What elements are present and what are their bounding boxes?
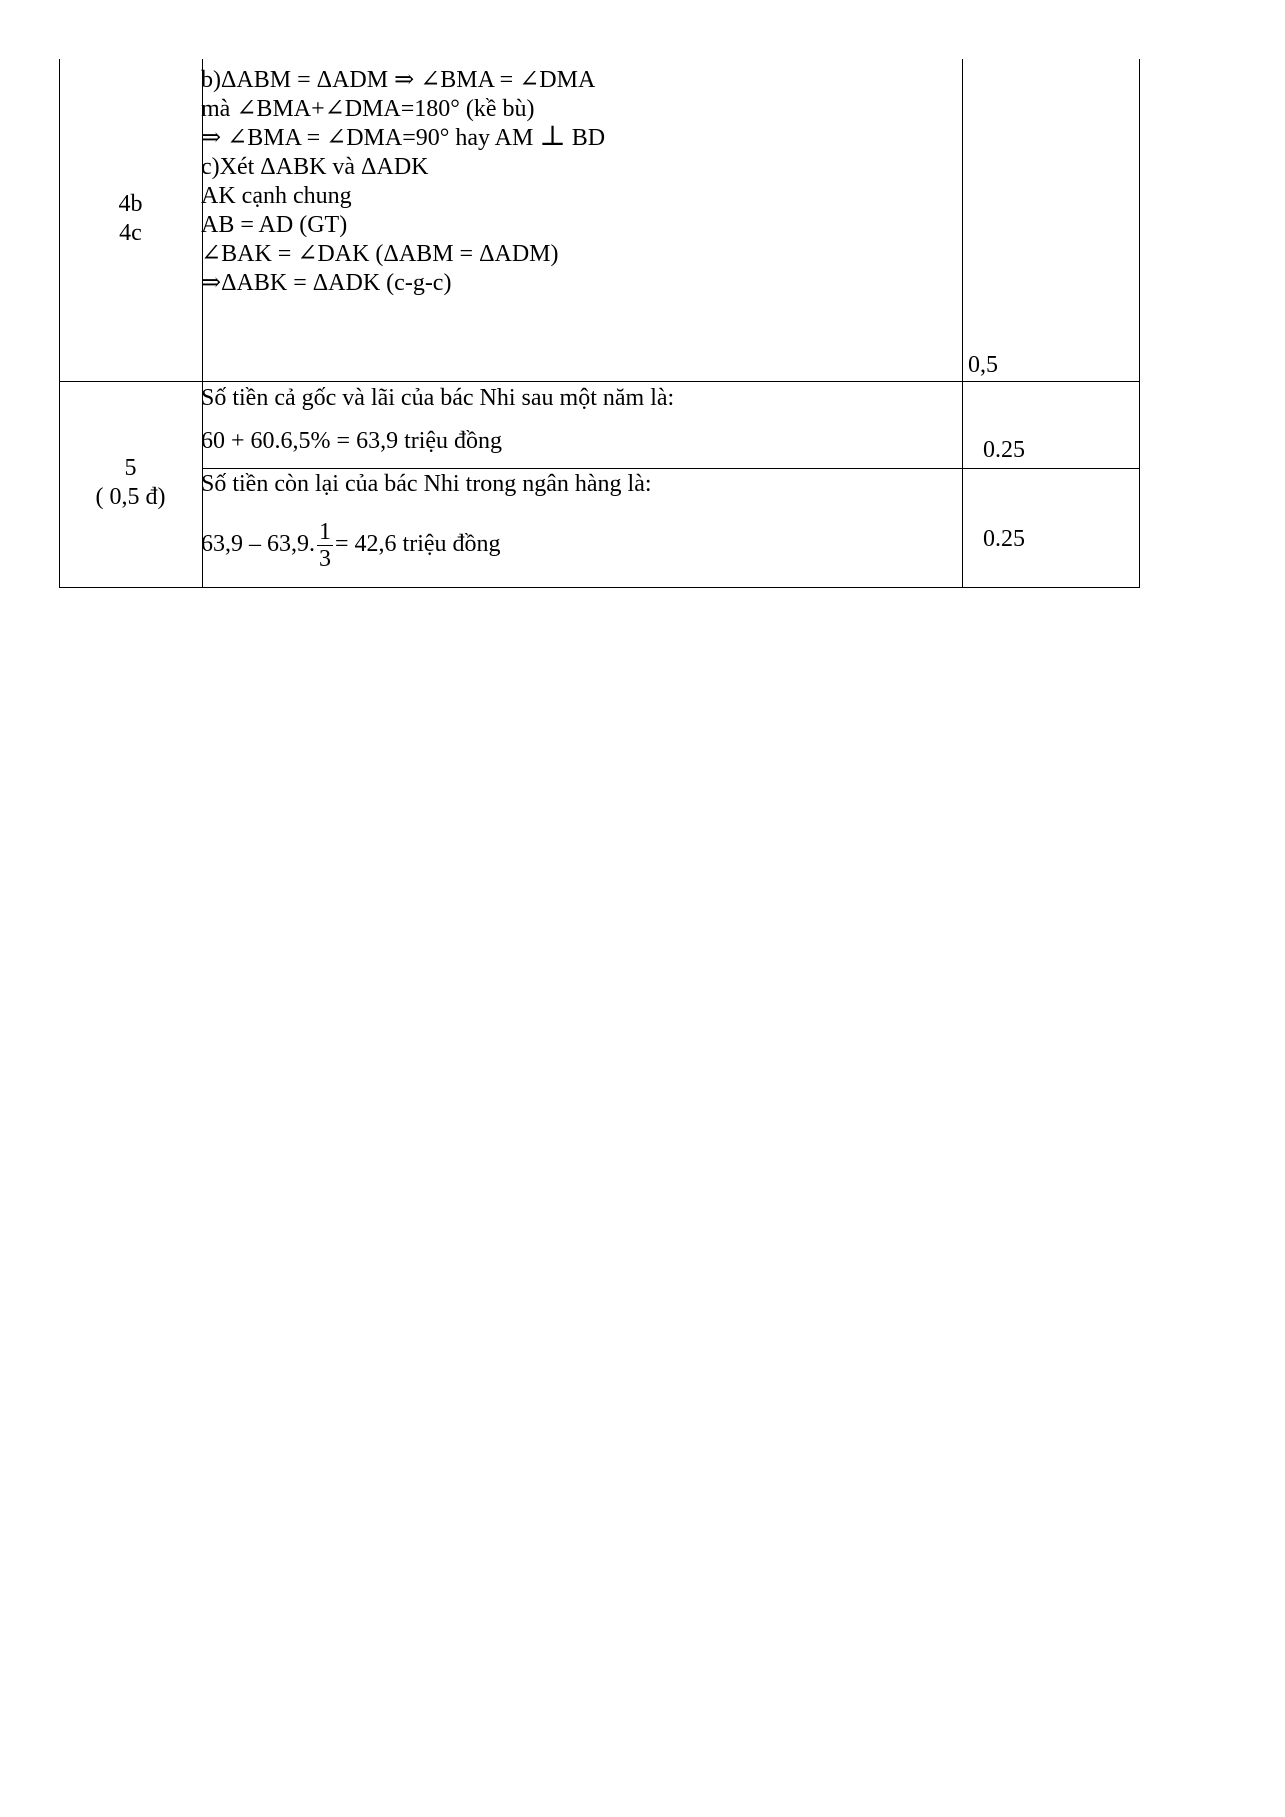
table-border-bottom	[59, 587, 1140, 588]
question-points: ( 0,5 đ)	[95, 484, 166, 510]
part1-heading: Số tiền cả gốc và lãi của bác Nhi sau một năm là:	[201, 385, 675, 411]
formula-right: = 42,6 triệu đồng	[335, 531, 501, 557]
part2-heading: Số tiền còn lại của bác Nhi trong ngân hàng là:	[201, 471, 652, 497]
fraction-one-third	[317, 519, 333, 572]
solution-line	[201, 121, 606, 153]
question-label-4c: 4c	[119, 220, 142, 246]
answer-table	[59, 59, 1140, 588]
solution-line: ⇒ΔABK = ΔADK (c-g-c)	[201, 270, 452, 296]
solution-text: ⇒ ∠BMA = ∠DMA=90° hay AM	[201, 125, 534, 151]
formula-left: 63,9 – 63,9.	[201, 531, 315, 557]
row-separator-4-5	[59, 381, 1140, 382]
question-label-4b: 4b	[118, 191, 143, 217]
solution-line: b)ΔABM = ΔADM ⇒ ∠BMA = ∠DMA	[201, 67, 596, 93]
fraction-denominator: 3	[319, 545, 331, 572]
part2-formula	[201, 517, 501, 572]
fraction-numerator: 1	[319, 518, 331, 545]
score-value: 0,5	[968, 352, 998, 378]
part1-formula: 60 + 60.6,5% = 63,9 triệu đồng	[201, 428, 503, 454]
question-number-5: 5	[124, 455, 137, 481]
perpendicular-symbol: ⊥	[539, 121, 566, 152]
table-border-col2	[962, 59, 963, 588]
solution-line: ∠BAK = ∠DAK (ΔABM = ΔADM)	[201, 241, 559, 267]
table-border-right	[1139, 59, 1140, 588]
solution-line: mà ∠BMA+∠DMA=180° (kề bù)	[201, 96, 535, 122]
solution-line: c)Xét ΔABK và ΔADK	[201, 154, 429, 180]
solution-line: AK cạnh chung	[201, 183, 352, 209]
solution-text: BD	[571, 125, 606, 151]
solution-line: AB = AD (GT)	[201, 212, 348, 238]
row5-inner-separator	[202, 468, 1140, 469]
score-value: 0.25	[983, 437, 1025, 463]
score-value: 0.25	[983, 526, 1025, 552]
